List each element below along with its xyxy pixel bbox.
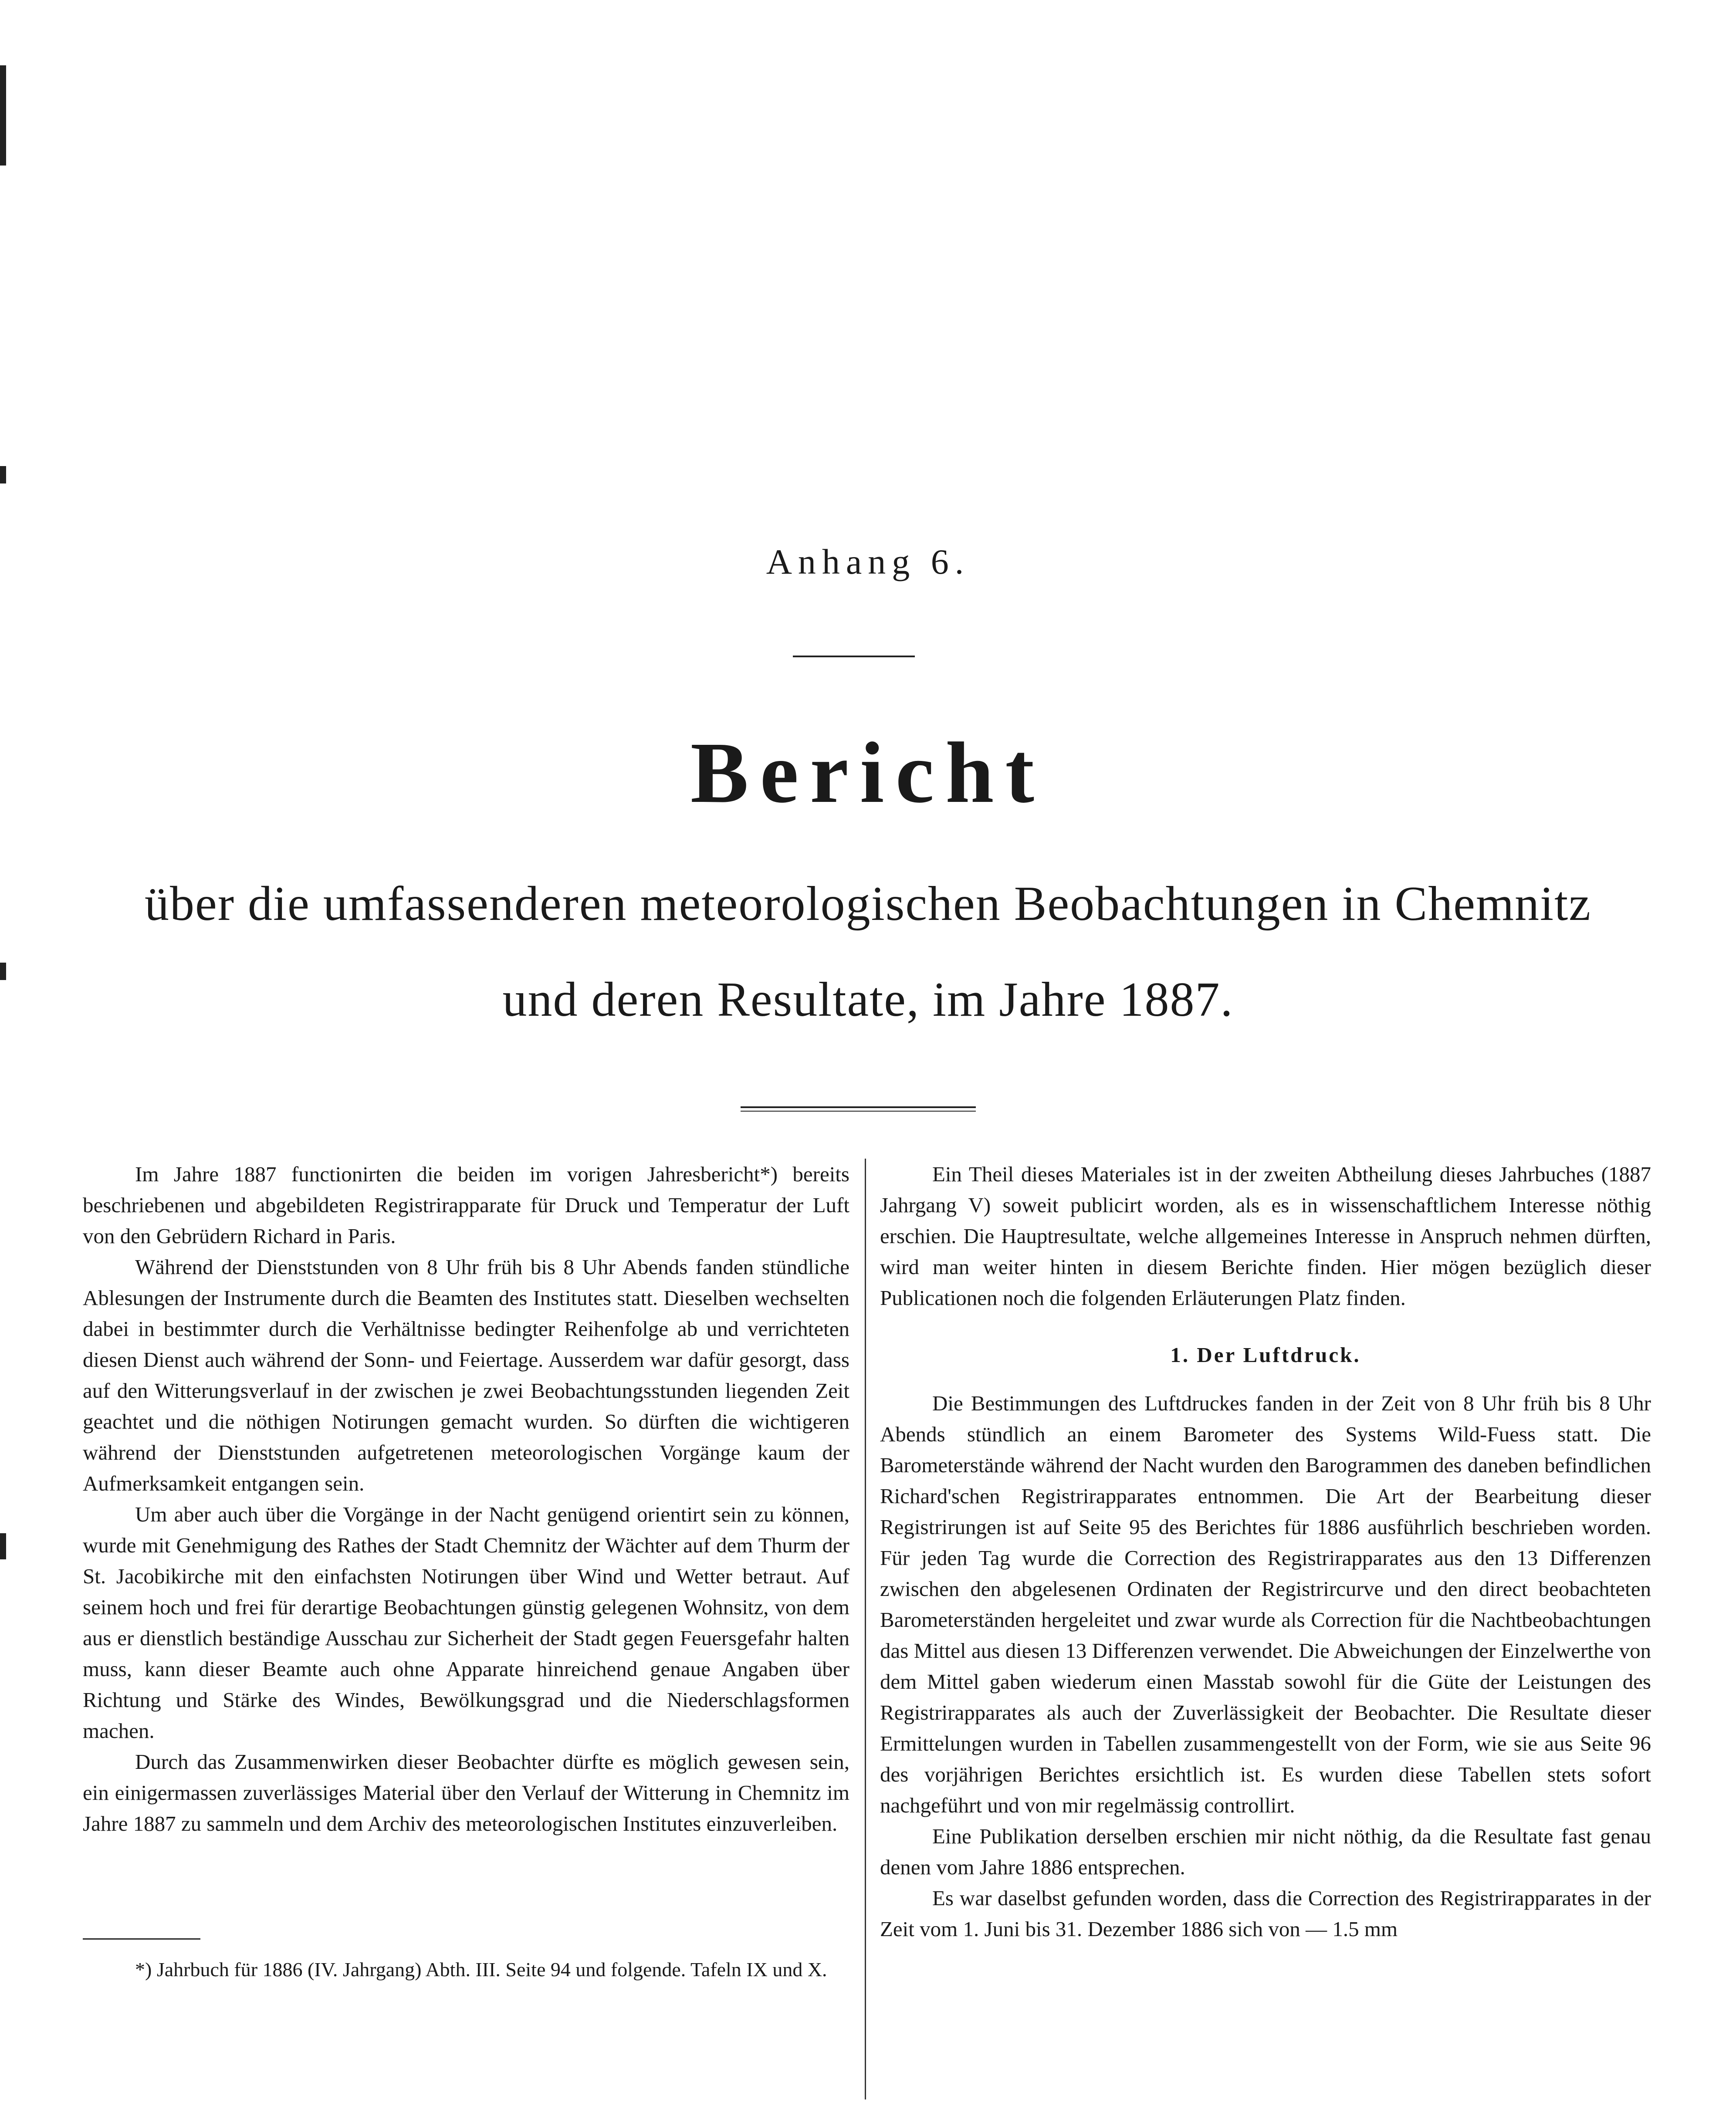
column-divider bbox=[865, 1159, 866, 2099]
paragraph: Um aber auch über die Vorgänge in der Nacht genügend orientirt sein zu können, wurde mit Genehmigung des Rathes der Stadt Chemnitz der Wächter auf dem Thurm der St. Jacobikirche mit den einfachsten Notirungen über Wind und Wetter betraut. Auf seinem hoch und frei für derartige Beobachtungen günstig gelegenen Wohnsitz, von dem aus er dienstlich beständige Ausschau zur Sicherheit der Stadt gegen Feuersgefahr halten muss, kann dieser Beamte auch ohne Apparate hinreichend genaue Angaben über Richtung und Stärke des Windes, Bewölkungsgrad und die Niederschlagsformen machen. bbox=[83, 1502, 849, 1743]
margin-mark bbox=[0, 466, 6, 483]
section-heading: 1. Der Luftdruck. bbox=[1170, 1343, 1361, 1367]
paragraph: Die Bestimmungen des Luftdruckes fanden in der Zeit von 8 Uhr früh bis 8 Uhr Abends stündlich an einem Barometer des Systems Wild-Fuess statt. Die Barometerstände während der Nacht wurden den Barogrammen des daneben befindlichen Richard'schen Registrirapparates entnommen. Die Art der Bearbeitung dieser Registrirungen ist auf Seite 95 des Berichtes für 1886 ausführlich beschrieben worden. Für jeden Tag wurde die Correction des Registrirapparates aus den 13 Differenzen zwischen den abgelesenen Ordinaten der Registrircurve und den direct beobachteten Barometerständen hergeleitet und zwar wurde als Correction für die Nachtbeobachtungen das Mittel aus diesen 13 Differenzen verwendet. Die Abweichungen der Einzelwerthe von dem Mittel gaben wiederum einen Masstab sowohl für die Güte der Leistungen des Registrirapparates als auch der Zuverlässigkeit der Beobachter. Die Resultate dieser Ermittelungen wurden in Tabellen zusammengestellt von der Form, wie sie aus Seite 96 des vorjährigen Berichtes ersichtlich ist. Es wurden diese Tabellen stets sofort nachgeführt und von mir regelmässig controllirt. bbox=[880, 1391, 1651, 1817]
paragraph: Eine Publikation derselben erschien mir nicht nöthig, da die Resultate fast genau denen vom Jahre 1886 entsprechen. bbox=[880, 1824, 1651, 1879]
document-title: Bericht bbox=[690, 725, 1046, 821]
appendix-heading: Anhang 6. bbox=[766, 542, 970, 581]
divider-rule bbox=[793, 656, 915, 657]
subtitle-line: und deren Resultate, im Jahre 1887. bbox=[502, 973, 1234, 1027]
margin-mark bbox=[0, 65, 6, 166]
paragraph: Es war daselbst gefunden worden, dass die Correction des Registrirapparates in der Zeit vom 1. Juni bis 31. Dezember 1886 sich von — 1.5 mm bbox=[880, 1886, 1651, 1941]
divider-rule bbox=[741, 1106, 976, 1112]
right-column bbox=[880, 1159, 1651, 1944]
paragraph: Durch das Zusammenwirken dieser Beobachter dürfte es möglich gewesen sein, ein einigermassen zuverlässiges Material über den Verlauf der Witterung in Chemnitz im Jahre 1887 zu sammeln und dem Archiv des meteorologischen Institutes einzuverleiben. bbox=[83, 1750, 849, 1836]
left-column bbox=[83, 1159, 849, 1839]
footnote-rule bbox=[83, 1938, 200, 1940]
subtitle-line: über die umfassenderen meteorologischen Beobachtungen in Chemnitz bbox=[144, 877, 1591, 931]
footnote: *) Jahrbuch für 1886 (IV. Jahrgang) Abth. III. Seite 94 und folgende. Tafeln IX und X. bbox=[135, 1958, 827, 1981]
paragraph: Im Jahre 1887 functionirten die beiden im vorigen Jahresbericht*) bereits beschriebenen und abgebildeten Registrirapparate für Druck und Temperatur der Luft von den Gebrüdern Richard in Paris. bbox=[83, 1162, 849, 1248]
paragraph: Ein Theil dieses Materiales ist in der zweiten Abtheilung dieses Jahrbuches (1887 Jahrgang V) soweit publicirt worden, als es in wissenschaftlichem Interesse nöthig erschien. Die Hauptresultate, welche allgemeines Interesse in Anspruch nehmen dürften, wird man weiter hinten in diesem Berichte finden. Hier mögen bezüglich dieser Publicationen noch die folgenden Erläuterungen Platz finden. bbox=[880, 1162, 1651, 1310]
margin-mark bbox=[0, 1533, 6, 1559]
paragraph: Während der Dienststunden von 8 Uhr früh bis 8 Uhr Abends fanden stündliche Ablesungen der Instrumente durch die Beamten des Institutes statt. Dieselben wechselten dabei in bestimmter durch die Verhältnisse bedingter Reihenfolge ab und verrichteten diesen Dienst auch während der Sonn- und Feiertage. Ausserdem war dafür gesorgt, dass auf den Witterungsverlauf in der zwischen je zwei Beobachtungsstunden liegenden Zeit geachtet und die nöthigen Notirungen gemacht wurden. So dürften die wichtigeren während der Dienststunden aufgetretenen meteorologischen Vorgänge kaum der Aufmerksamkeit entgangen sein. bbox=[83, 1255, 849, 1495]
